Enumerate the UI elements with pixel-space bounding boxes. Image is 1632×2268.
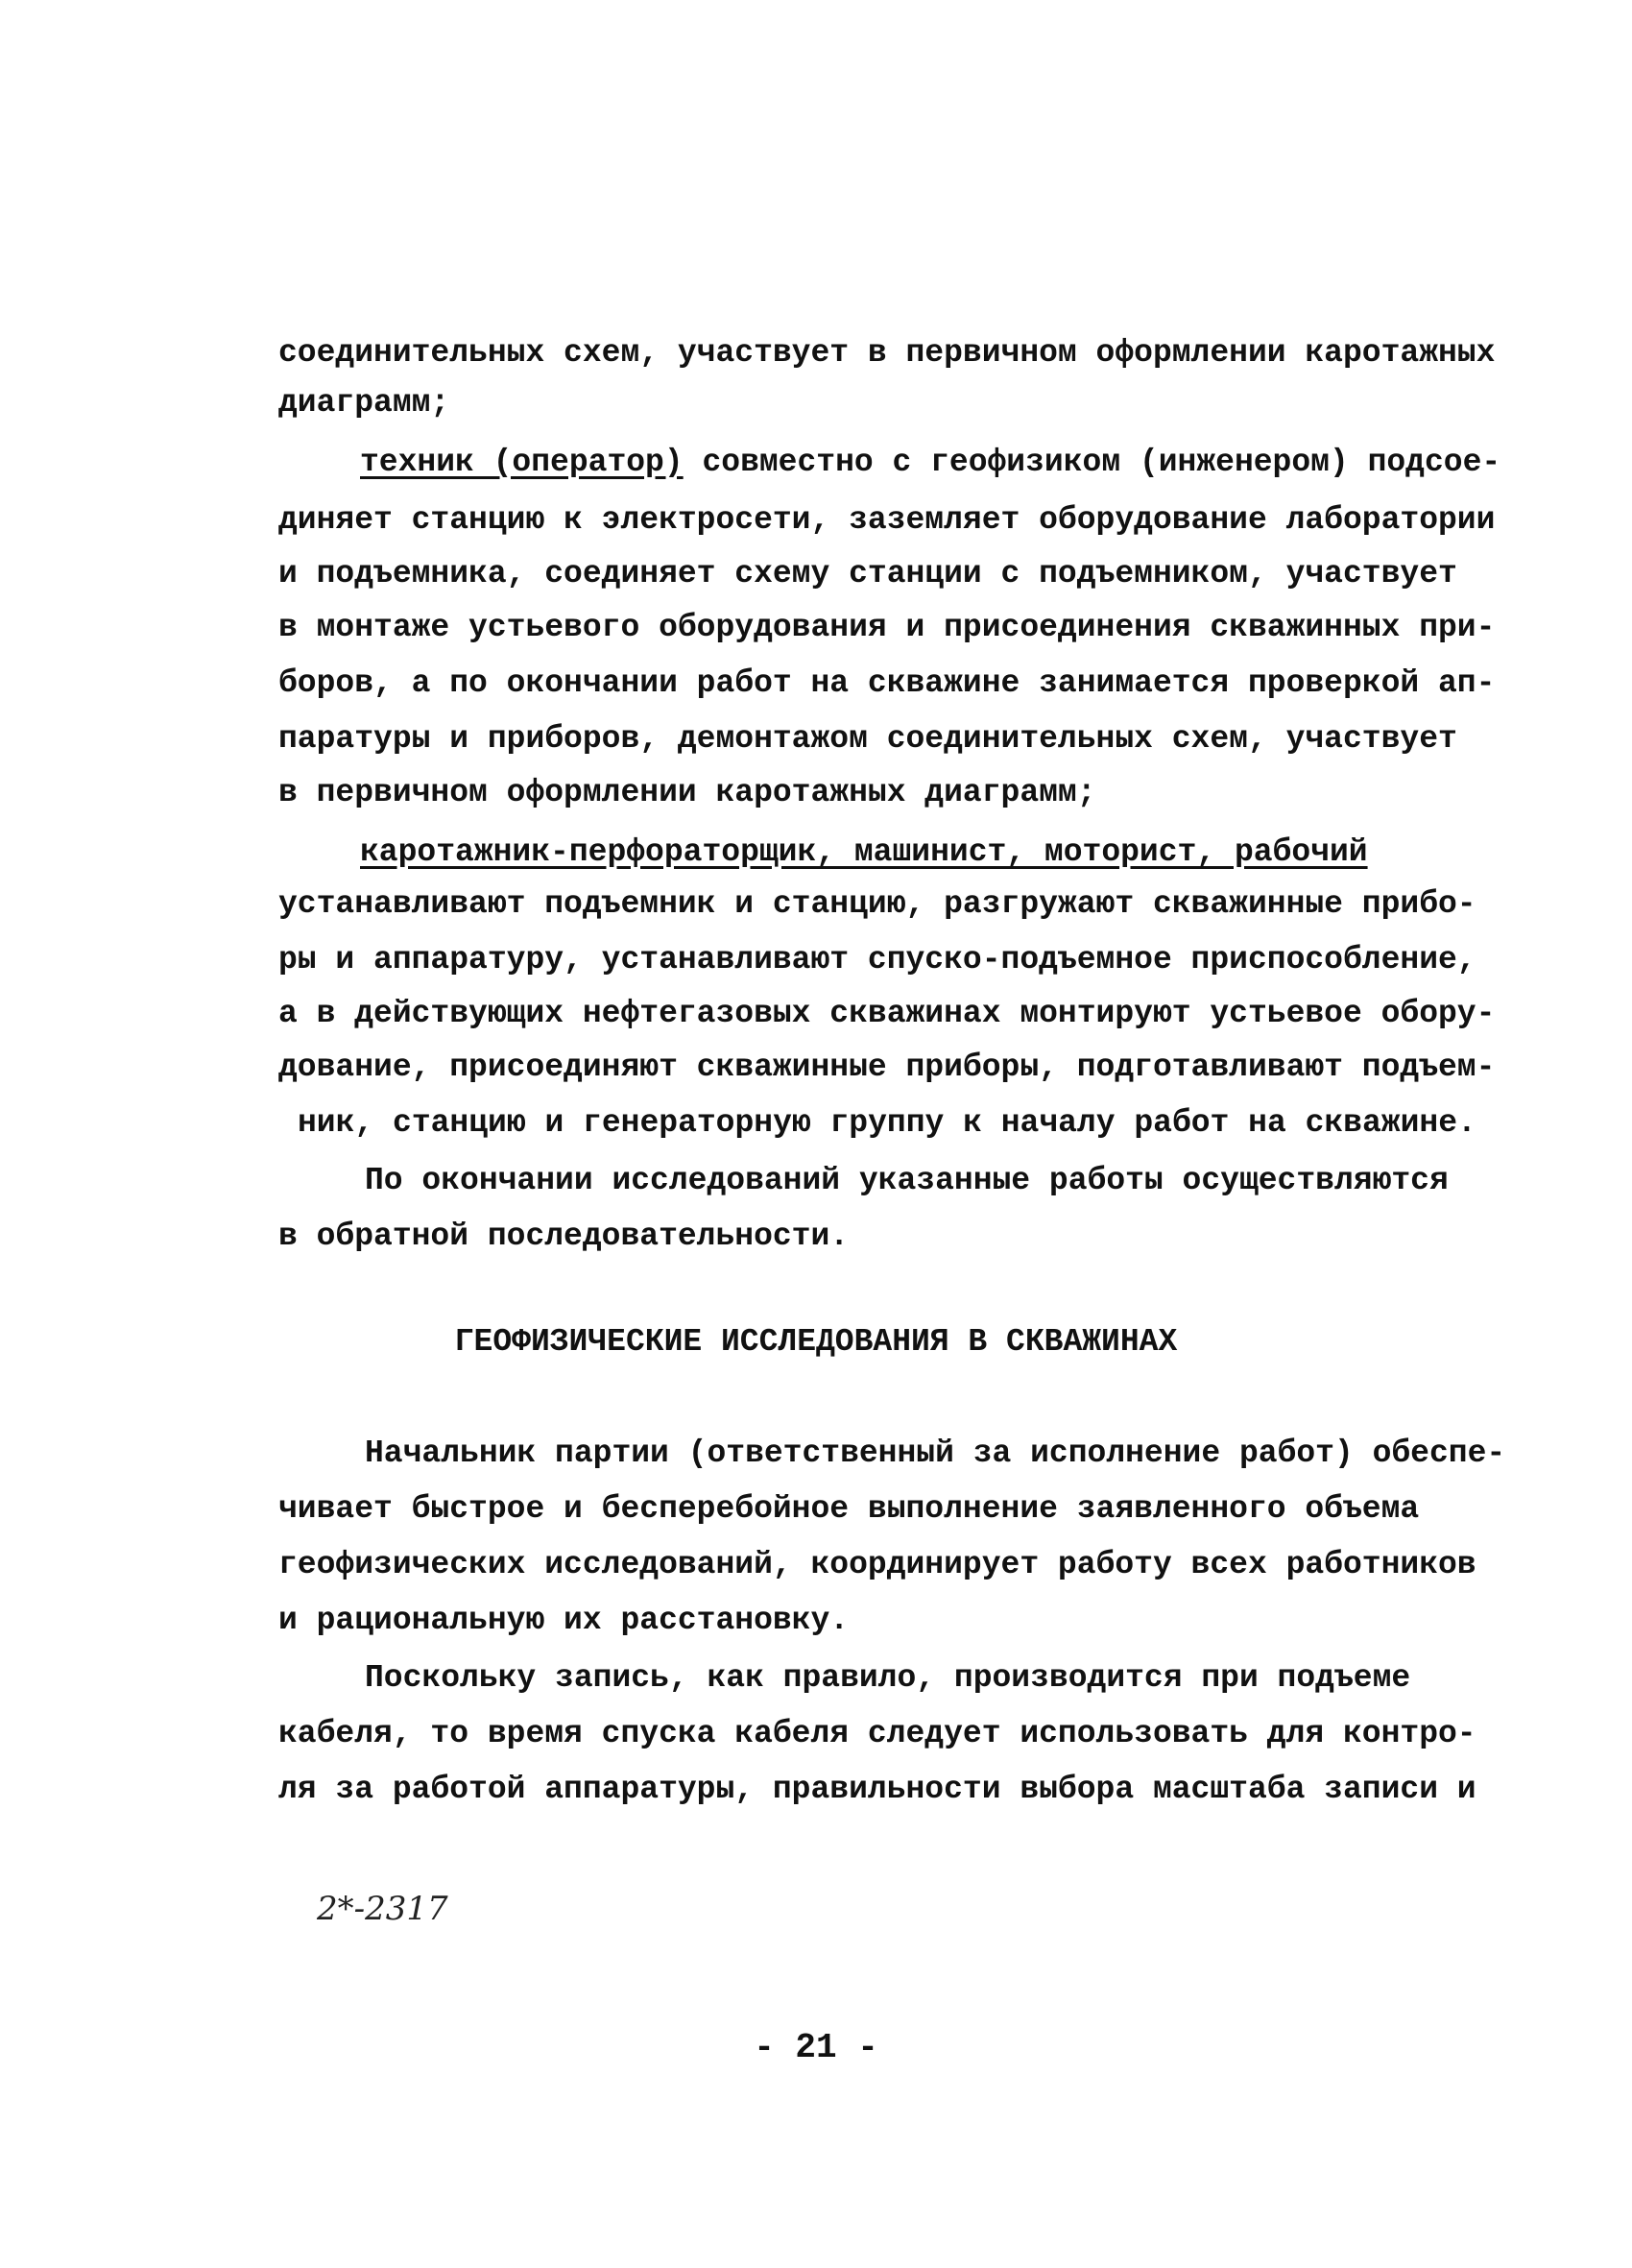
text-line: ры и аппаратуру, устанавливают спуско-подъемное приспособление,	[278, 942, 1476, 977]
text-line: и рациональную их расстановку.	[278, 1603, 850, 1638]
text-line: в первичном оформлении каротажных диаграмм;	[278, 775, 1096, 810]
text-line: ник, станцию и генераторную группу к началу работ на скважине.	[298, 1105, 1476, 1141]
text-line: чивает быстрое и бесперебойное выполнение заявленного объема	[278, 1491, 1420, 1527]
role-label: каротажник-перфораторщик, машинист, моторист, рабочий	[360, 834, 1368, 870]
text-line: устанавливают подъемник и станцию, разгружают скважинные прибо-	[278, 886, 1476, 922]
text-line: диняет станцию к электросети, заземляет оборудование лаборатории	[278, 502, 1496, 538]
handwritten-note: 2*-2317	[317, 1890, 448, 1928]
text-line: геофизических исследований, координирует работу всех работников	[278, 1547, 1476, 1582]
text-line: По окончании исследований указанные работы осуществляются	[365, 1163, 1449, 1198]
text-line: и подъемника, соединяет схему станции с подъемником, участвует	[278, 556, 1457, 591]
text-line: соединительных схем, участвует в первичном оформлении каротажных	[278, 335, 1496, 371]
text-line	[360, 444, 1500, 482]
text-line: Поскольку запись, как правило, производится при подъеме	[365, 1660, 1411, 1696]
text-line: паратуры и приборов, демонтажом соединительных схем, участвует	[278, 721, 1457, 757]
text-line: а в действующих нефтегазовых скважинах монтируют устьевое обору-	[278, 996, 1496, 1031]
text-line: Начальник партии (ответственный за исполнение работ) обеспе-	[365, 1436, 1506, 1471]
text-fragment: совместно с геофизиком (инженером) подсое-	[683, 445, 1501, 480]
page-number: - 21 -	[754, 2028, 878, 2067]
text-line: кабеля, то время спуска кабеля следует использовать для контро-	[278, 1716, 1476, 1751]
text-line: диаграмм;	[278, 385, 450, 421]
text-line: боров, а по окончании работ на скважине занимается проверкой ап-	[278, 665, 1496, 701]
text-line	[360, 833, 1368, 872]
text-line: в обратной последовательности.	[278, 1218, 850, 1254]
text-line: дование, присоединяют скважинные приборы, подготавливают подъем-	[278, 1050, 1496, 1085]
text-line: ля за работой аппаратуры, правильности выбора масштаба записи и	[278, 1772, 1476, 1807]
section-heading: ГЕОФИЗИЧЕСКИЕ ИССЛЕДОВАНИЯ В СКВАЖИНАХ	[454, 1324, 1178, 1360]
text-line: в монтаже устьевого оборудования и присоединения скважинных при-	[278, 610, 1496, 645]
role-label: техник (оператор)	[360, 445, 684, 480]
